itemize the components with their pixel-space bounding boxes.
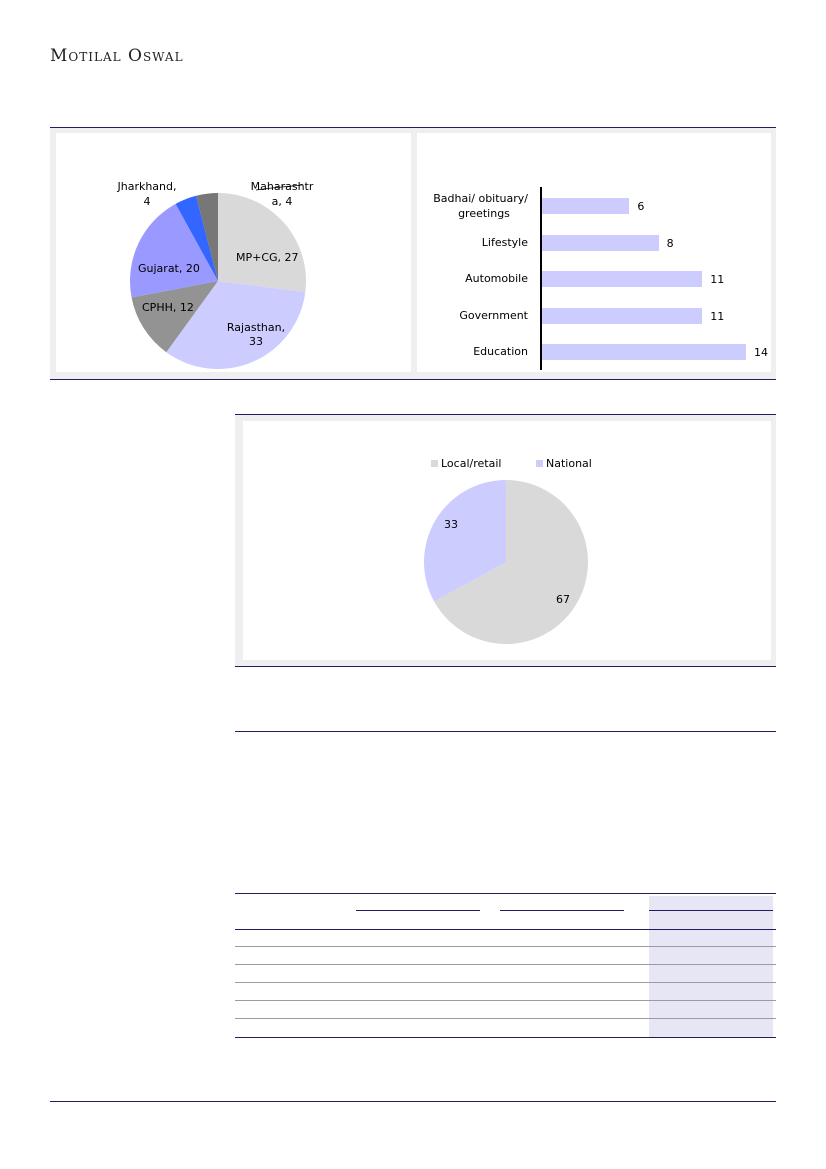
pie1-label-jharkhand-value: 4	[143, 195, 151, 208]
bar-value-lifestyle: 8	[666, 237, 674, 250]
top-figure-bottom-rule	[50, 379, 776, 380]
table-group-underline-3	[649, 910, 773, 911]
table-header-rule	[235, 929, 776, 930]
bar-value-education: 14	[754, 346, 768, 359]
pie2-label-national: 33	[444, 518, 458, 531]
pie1-label-cphh: CPHH, 12	[142, 301, 194, 314]
bar-automobile	[542, 271, 702, 287]
bar-category-badhai: Badhai/ obituary/	[433, 192, 528, 205]
category-bar-panel	[417, 133, 771, 372]
mix-pie-chart	[243, 421, 771, 660]
table-group-underline-1	[356, 910, 480, 911]
bar-value-badhai: 6	[637, 200, 645, 213]
legend-local-retail: Local/retail	[441, 457, 502, 470]
table-row-rule	[235, 964, 776, 965]
pie2-label-local: 67	[556, 593, 570, 606]
pie1-label-rajasthan-value: 33	[249, 335, 263, 348]
mid-figure-bottom-rule	[235, 666, 776, 667]
bar-category-government: Government	[459, 309, 528, 322]
section-rule	[235, 731, 776, 732]
bar-category-badhai-line2: greetings	[458, 207, 510, 220]
pie1-label-mpcg: MP+CG, 27	[236, 251, 299, 264]
bar-category-lifestyle: Lifestyle	[481, 236, 528, 249]
bar-value-government: 11	[710, 310, 725, 323]
bar-value-automobile: 11	[710, 273, 725, 286]
legend-national: National	[546, 457, 592, 470]
table-row-rule	[235, 1000, 776, 1001]
bar-education	[542, 344, 746, 360]
table-bottom-rule	[235, 1037, 776, 1038]
pie1-label-gujarat: Gujarat, 20	[138, 262, 200, 275]
table-row-rule	[235, 946, 776, 947]
table-top-rule	[235, 893, 776, 894]
pie1-label-maharashtra: Maharashtr	[250, 180, 314, 193]
table-row-rule	[235, 1018, 776, 1019]
bar-category-automobile: Automobile	[465, 272, 528, 285]
bar-government	[542, 308, 702, 324]
pie1-label-jharkhand: Jharkhand,	[117, 180, 177, 193]
bar-category-education: Education	[473, 345, 528, 358]
bar-lifestyle	[542, 235, 659, 251]
bar-badhai	[542, 198, 629, 214]
table-row-rule	[235, 982, 776, 983]
table-group-underline-2	[500, 910, 624, 911]
pie1-label-rajasthan: Rajasthan,	[226, 321, 286, 334]
brand-logo: MOTILAL OSWAL	[50, 46, 184, 66]
footer-rule	[50, 1101, 776, 1102]
pie1-label-maharashtra-value: a, 4	[271, 195, 293, 208]
table-highlight-column	[649, 896, 773, 1037]
